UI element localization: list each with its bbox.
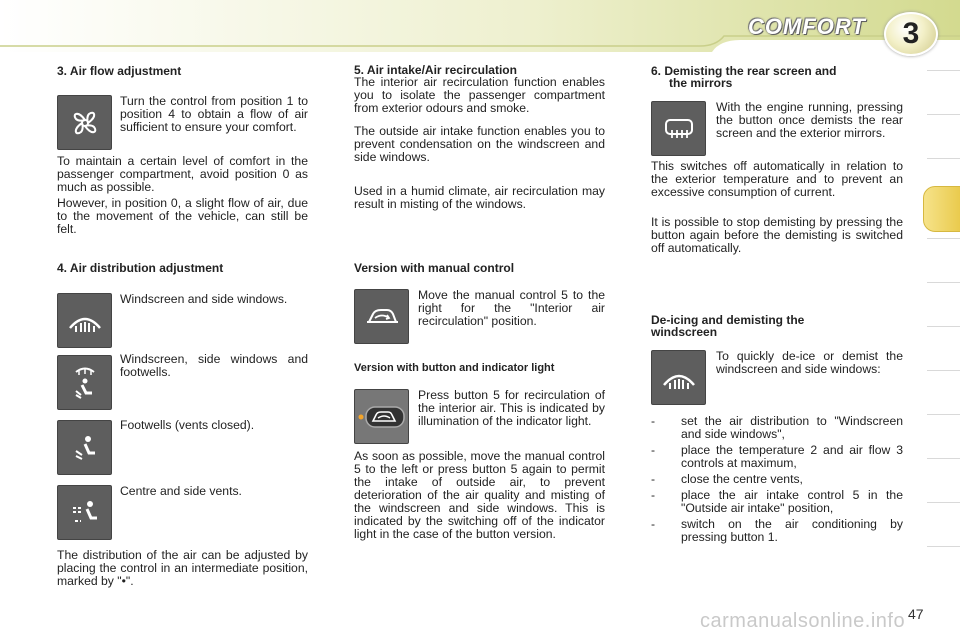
chapter-tab[interactable] bbox=[927, 502, 960, 546]
chapter-tab[interactable] bbox=[927, 414, 960, 458]
chapter-tab[interactable] bbox=[927, 114, 960, 158]
windscreen-demist-icon bbox=[57, 293, 112, 348]
distribution-centre-vents-text: Centre and side vents. bbox=[120, 484, 242, 498]
section-5-text-b: The outside air intake function enables you to prevent condensation on the windscreen and side windows. bbox=[354, 124, 605, 164]
button-version-heading: Version with button and indicator light bbox=[354, 362, 555, 374]
chapter-tab[interactable] bbox=[927, 546, 960, 590]
button-version-footer: As soon as possible, move the manual control 5 to the left or press button 5 again to permit the intake of outside air, to prevent deterioration of the air quality and misting of the windscreen and side windows. This is indicated by the switching off of the indicator light in the case of the button version. bbox=[354, 449, 605, 541]
distribution-windscreen-footwell-text: Windscreen, side windows and footwells. bbox=[120, 352, 308, 379]
deice-text: To quickly de-ice or demist the windscreen and side windows: bbox=[716, 349, 903, 376]
chapter-tabs bbox=[927, 70, 960, 600]
section-6-heading-line1: 6. Demisting the rear screen and bbox=[651, 64, 837, 78]
section-6-text-b: This switches off automatically in relation to the exterior temperature and to prevent an excessive consumption of current. bbox=[651, 159, 903, 199]
section-3-heading: 3. Air flow adjustment bbox=[57, 64, 182, 78]
section-3-text-b: To maintain a certain level of comfort in the passenger compartment, avoid position 0 as much as possible. bbox=[57, 154, 308, 194]
page-number: 47 bbox=[908, 606, 924, 622]
section-4-footer-text: The distribution of the air can be adjusted by placing the control in an intermediate position, marked by "•". bbox=[57, 548, 308, 588]
chapter-tab[interactable] bbox=[927, 238, 960, 282]
chapter-number-badge: 3 bbox=[884, 12, 938, 56]
manual-version-text: Move the manual control 5 to the right for the "Interior air recirculation" position. bbox=[418, 288, 605, 328]
manual-version-heading: Version with manual control bbox=[354, 261, 515, 275]
section-6-text-a: With the engine running, pressing the button once demists the rear screen and the exterior mirrors. bbox=[716, 100, 903, 140]
chapter-tab[interactable] bbox=[927, 370, 960, 414]
rear-demist-icon bbox=[651, 101, 706, 156]
distribution-footwell-text: Footwells (vents closed). bbox=[120, 418, 255, 432]
distribution-windscreen-text: Windscreen and side windows. bbox=[120, 292, 288, 306]
chapter-tab[interactable] bbox=[927, 70, 960, 114]
deice-heading-line1: De-icing and demisting the bbox=[651, 313, 805, 327]
section-6-heading-line2: the mirrors bbox=[669, 76, 733, 90]
button-version-text: Press button 5 for recirculation of the interior air. This is indicated by illumination of the indicator light. bbox=[418, 388, 605, 428]
windscreen-max-demist-icon bbox=[651, 350, 706, 405]
chapter-tab-active[interactable] bbox=[923, 186, 960, 232]
deice-heading-line2: windscreen bbox=[651, 325, 718, 339]
centre-vents-icon bbox=[57, 485, 112, 540]
section-5-text-c: Used in a humid climate, air recirculation may result in misting of the windows. bbox=[354, 184, 605, 211]
watermark: carmanualsonline.info bbox=[700, 610, 906, 632]
section-4-heading: 4. Air distribution adjustment bbox=[57, 261, 224, 275]
chapter-tab[interactable] bbox=[927, 282, 960, 326]
chapter-tab[interactable] bbox=[927, 326, 960, 370]
footwell-icon bbox=[57, 420, 112, 475]
recirculation-icon bbox=[354, 289, 409, 344]
recirculation-button-icon bbox=[354, 389, 409, 444]
section-5-heading: 5. Air intake/Air recirculation bbox=[354, 63, 517, 77]
section-3-text-c: However, in position 0, a slight flow of air, due to the movement of the vehicle, can still be felt. bbox=[57, 196, 308, 236]
windscreen-footwell-icon bbox=[57, 355, 112, 410]
chapter-tab[interactable] bbox=[927, 458, 960, 502]
chapter-title: COMFORT bbox=[748, 14, 866, 39]
section-3-text-a: Turn the control from position 1 to position 4 to obtain a flow of air sufficient to ensure your comfort. bbox=[120, 94, 308, 134]
section-5-text-a: The interior air recirculation function enables you to isolate the passenger compartment from exterior odours and smoke. bbox=[354, 75, 605, 115]
fan-icon bbox=[57, 95, 112, 150]
section-6-text-c: It is possible to stop demisting by pressing the button again before the demisting is switched off automatically. bbox=[651, 215, 903, 255]
